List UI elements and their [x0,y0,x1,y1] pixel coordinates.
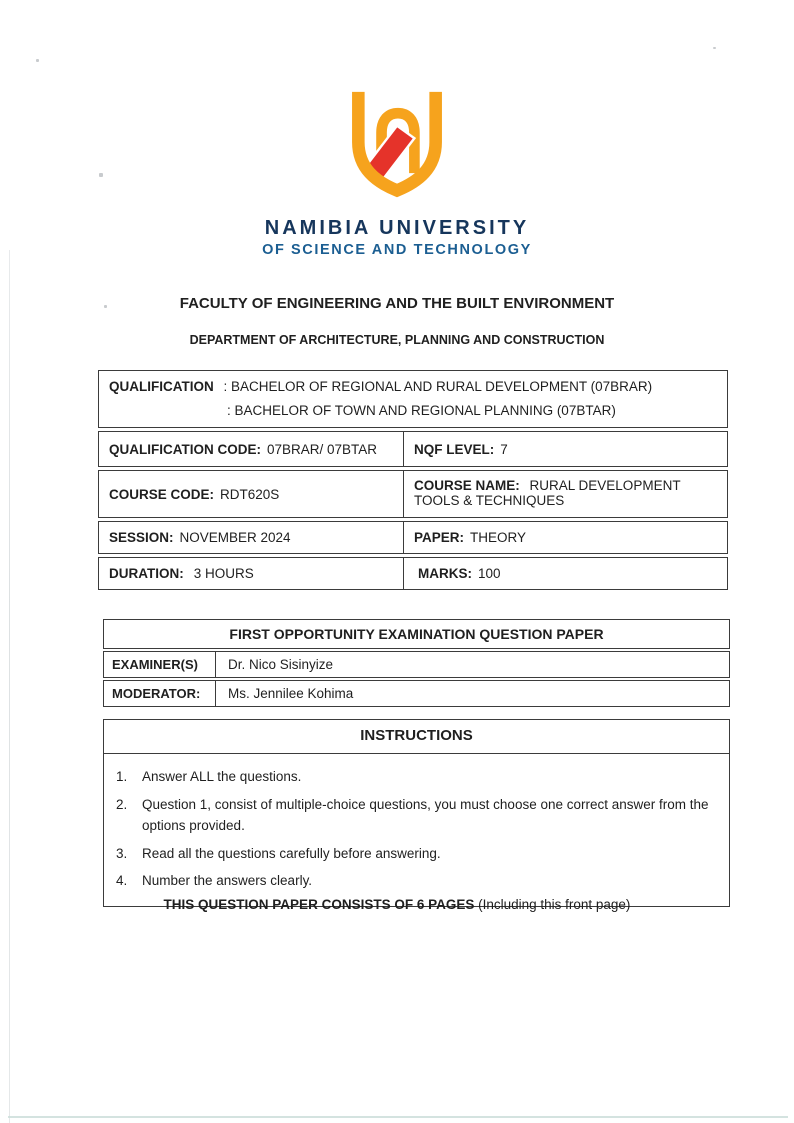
qualification-row [98,370,728,428]
course-code-value: RDT620S [220,486,280,502]
instruction-text: Question 1, consist of multiple-choice questions, you must choose one correct answer from the options provided. [142,796,709,834]
instruction-number: 2. [116,796,128,812]
page-count-bold: THIS QUESTION PAPER CONSISTS OF 6 PAGES [163,897,475,912]
nqf-level-cell [404,432,727,466]
instruction-number: 4. [116,873,128,889]
university-shield-icon [339,88,455,204]
instruction-item [116,870,713,892]
page-count-note [0,897,794,912]
qualification-code-label: QUALIFICATION CODE: [109,441,261,457]
course-code-label: COURSE CODE: [109,486,215,502]
instruction-text: Number the answers clearly. [142,873,313,889]
course-name-value: RURAL DEVELOPMENT TOOLS & TECHNIQUES [414,478,681,508]
instruction-text: Read all the questions carefully before answering. [142,845,441,861]
university-tagline: OF SCIENCE AND TECHNOLOGY [262,242,532,258]
paper-label: PAPER: [414,530,465,545]
session-value: NOVEMBER 2024 [179,530,291,545]
session-label: SESSION: [109,530,174,545]
course-name-label: COURSE NAME: [414,478,520,493]
qualification-line-2: : BACHELOR OF TOWN AND REGIONAL PLANNING (07BTAR) [227,403,616,418]
moderator-row [103,680,730,707]
instruction-number: 3. [116,845,128,861]
qualification-code-cell [99,432,404,466]
faculty-heading: FACULTY OF ENGINEERING AND THE BUILT ENVIRONMENT [179,295,615,312]
page-count-regular: (Including this front page) [474,897,631,912]
instructions-title: INSTRUCTIONS [104,720,729,754]
instruction-number: 1. [116,769,128,784]
qualification-label: QUALIFICATION [109,379,214,394]
nqf-level-label: NQF LEVEL: [414,441,495,457]
duration-label: DURATION: [109,566,184,581]
paper-cell [404,522,727,553]
moderator-label: MODERATOR: [104,681,216,706]
course-name-cell [404,471,727,517]
duration-value: 3 HOURS [193,566,254,581]
course-code-row [98,470,728,518]
duration-row [98,557,728,590]
duration-cell [99,558,404,589]
qualification-code-value: 07BRAR/ 07BTAR [267,441,378,457]
instruction-item [116,843,713,865]
qualification-line-1 [109,379,717,394]
scan-edge-line-left [9,250,10,1123]
moderator-name: Ms. Jennilee Kohima [228,685,354,701]
course-info-table [98,370,728,593]
examiner-name: Dr. Nico Sisinyize [228,656,334,672]
university-name: NAMIBIA UNIVERSITY [264,217,530,239]
instructions-box [103,719,730,907]
scan-edge-line-bottom [8,1116,788,1118]
marks-cell [404,558,727,589]
session-row [98,521,728,554]
session-cell [99,522,404,553]
instruction-text: Answer ALL the questions. [142,769,302,784]
exam-paper-title: FIRST OPPORTUNITY EXAMINATION QUESTION PAPER [103,619,730,649]
university-logo [0,88,794,258]
scan-speck [713,47,716,49]
examiner-label: EXAMINER(S) [104,652,216,677]
department-heading: DEPARTMENT OF ARCHITECTURE, PLANNING AND CONSTRUCTION [189,333,605,347]
instruction-item [116,766,713,788]
marks-value: 100 [478,566,501,581]
scan-speck [36,59,39,62]
examiner-row [103,651,730,678]
marks-label: MARKS: [418,566,472,581]
nqf-level-value: 7 [500,441,508,457]
paper-value: THEORY [470,530,527,545]
instructions-list [104,754,729,906]
qualification-code-row [98,431,728,467]
exam-paper-table [103,619,730,709]
instruction-item [116,794,713,837]
qualification-value-1: : BACHELOR OF REGIONAL AND RURAL DEVELOPMENT (07BRAR) [223,379,653,394]
course-code-cell [99,471,404,517]
